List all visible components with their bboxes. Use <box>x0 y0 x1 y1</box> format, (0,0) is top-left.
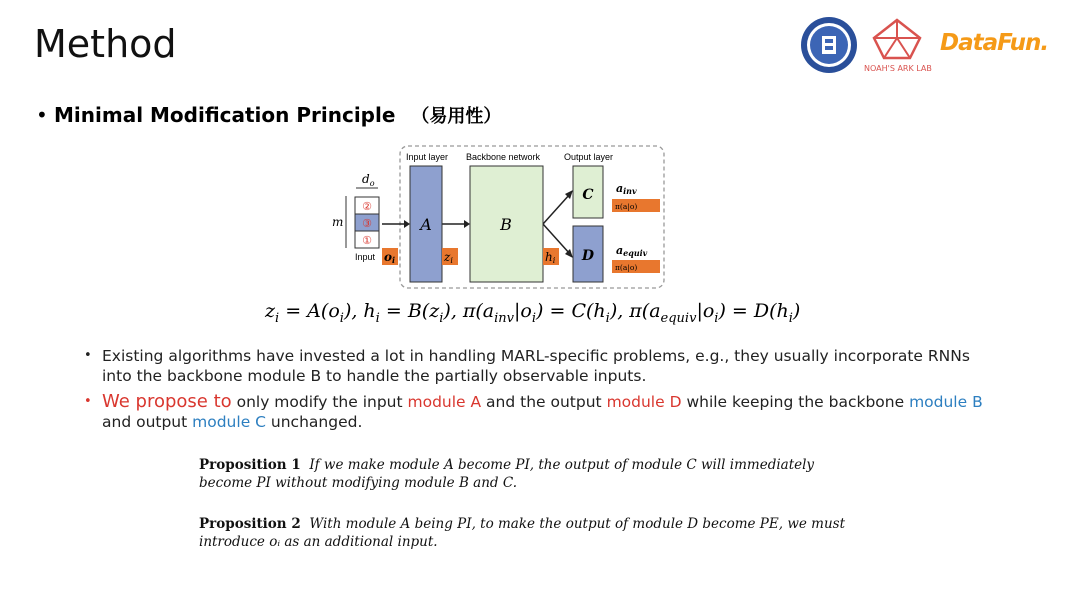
pi-inv-text: π(a|o) <box>615 202 638 211</box>
paragraph-propose-text: We propose to only modify the input module A and the output module D while keeping the backbone module B and output module C unchanged. <box>102 391 983 431</box>
pi-equiv-text: π(a|o) <box>615 263 638 272</box>
slide-title: Method <box>34 22 177 66</box>
paragraph-propose <box>84 392 1002 432</box>
module-a-label: A <box>420 215 432 234</box>
noahs-ark-icon <box>864 16 930 62</box>
circled-2: ② <box>362 200 372 213</box>
architecture-diagram <box>326 142 672 292</box>
a-inv-label: ainv <box>616 182 637 196</box>
a-equiv-label: aequiv <box>616 244 648 258</box>
circled-3: ③ <box>362 217 372 230</box>
noahs-ark-logo <box>864 16 930 78</box>
input-var: oi <box>384 250 396 265</box>
bullet-dot-icon: • <box>84 348 92 363</box>
proposition-1 <box>199 456 849 492</box>
module-d-label: D <box>581 248 595 264</box>
logo-bar <box>798 16 1068 78</box>
z-var: zi <box>444 250 453 265</box>
backbone-header: Backbone network <box>466 152 541 162</box>
paragraph-existing-text: Existing algorithms have invested a lot in handling MARL-specific problems, e.g., they usually incorporate RNNs into the backbone module B to handle the partially observable inputs. <box>102 347 970 385</box>
output-layer-header: Output layer <box>564 152 614 162</box>
bullet-dot-icon: • <box>84 394 92 409</box>
rows-label: m <box>332 215 344 229</box>
bullet-dot-icon: • <box>36 103 48 127</box>
section-bullet-suffix: （易用性） <box>411 106 502 127</box>
datafun-logo: DataFun. <box>940 30 1049 56</box>
proposition-2 <box>199 515 849 551</box>
section-bullet <box>36 102 501 128</box>
proposition-1-text: If we make module A become PI, the output of module C will immediately become PI without modifying module B and C. <box>199 457 815 491</box>
input-layer-header: Input layer <box>406 152 449 162</box>
module-c-label: C <box>582 187 594 203</box>
circled-1: ① <box>362 234 372 247</box>
main-formula: $z_i = A(o_i)$, $h_i = B(z_i)$, $\pi(a_{inv}|o_i) = C(h_i)$, $\pi(a_{equiv}|o_i) = D(h_i)$ <box>265 300 801 326</box>
section-bullet-label: Minimal Modification Principle <box>54 103 396 127</box>
noahs-ark-caption: NOAH'S ARK LAB <box>864 64 932 73</box>
module-b-label: B <box>500 215 512 234</box>
proposition-2-label: Proposition 2 <box>199 516 301 532</box>
paragraph-existing <box>84 346 1002 386</box>
dim-label: $d_o$ <box>362 172 375 188</box>
h-var: hi <box>545 250 556 265</box>
university-seal-icon <box>800 16 858 74</box>
proposition-2-text: With module A being PI, to make the output of module D become PE, we must introduce oᵢ as an additional input. <box>199 516 846 550</box>
proposition-1-label: Proposition 1 <box>199 457 301 473</box>
input-label: Input <box>355 252 376 262</box>
